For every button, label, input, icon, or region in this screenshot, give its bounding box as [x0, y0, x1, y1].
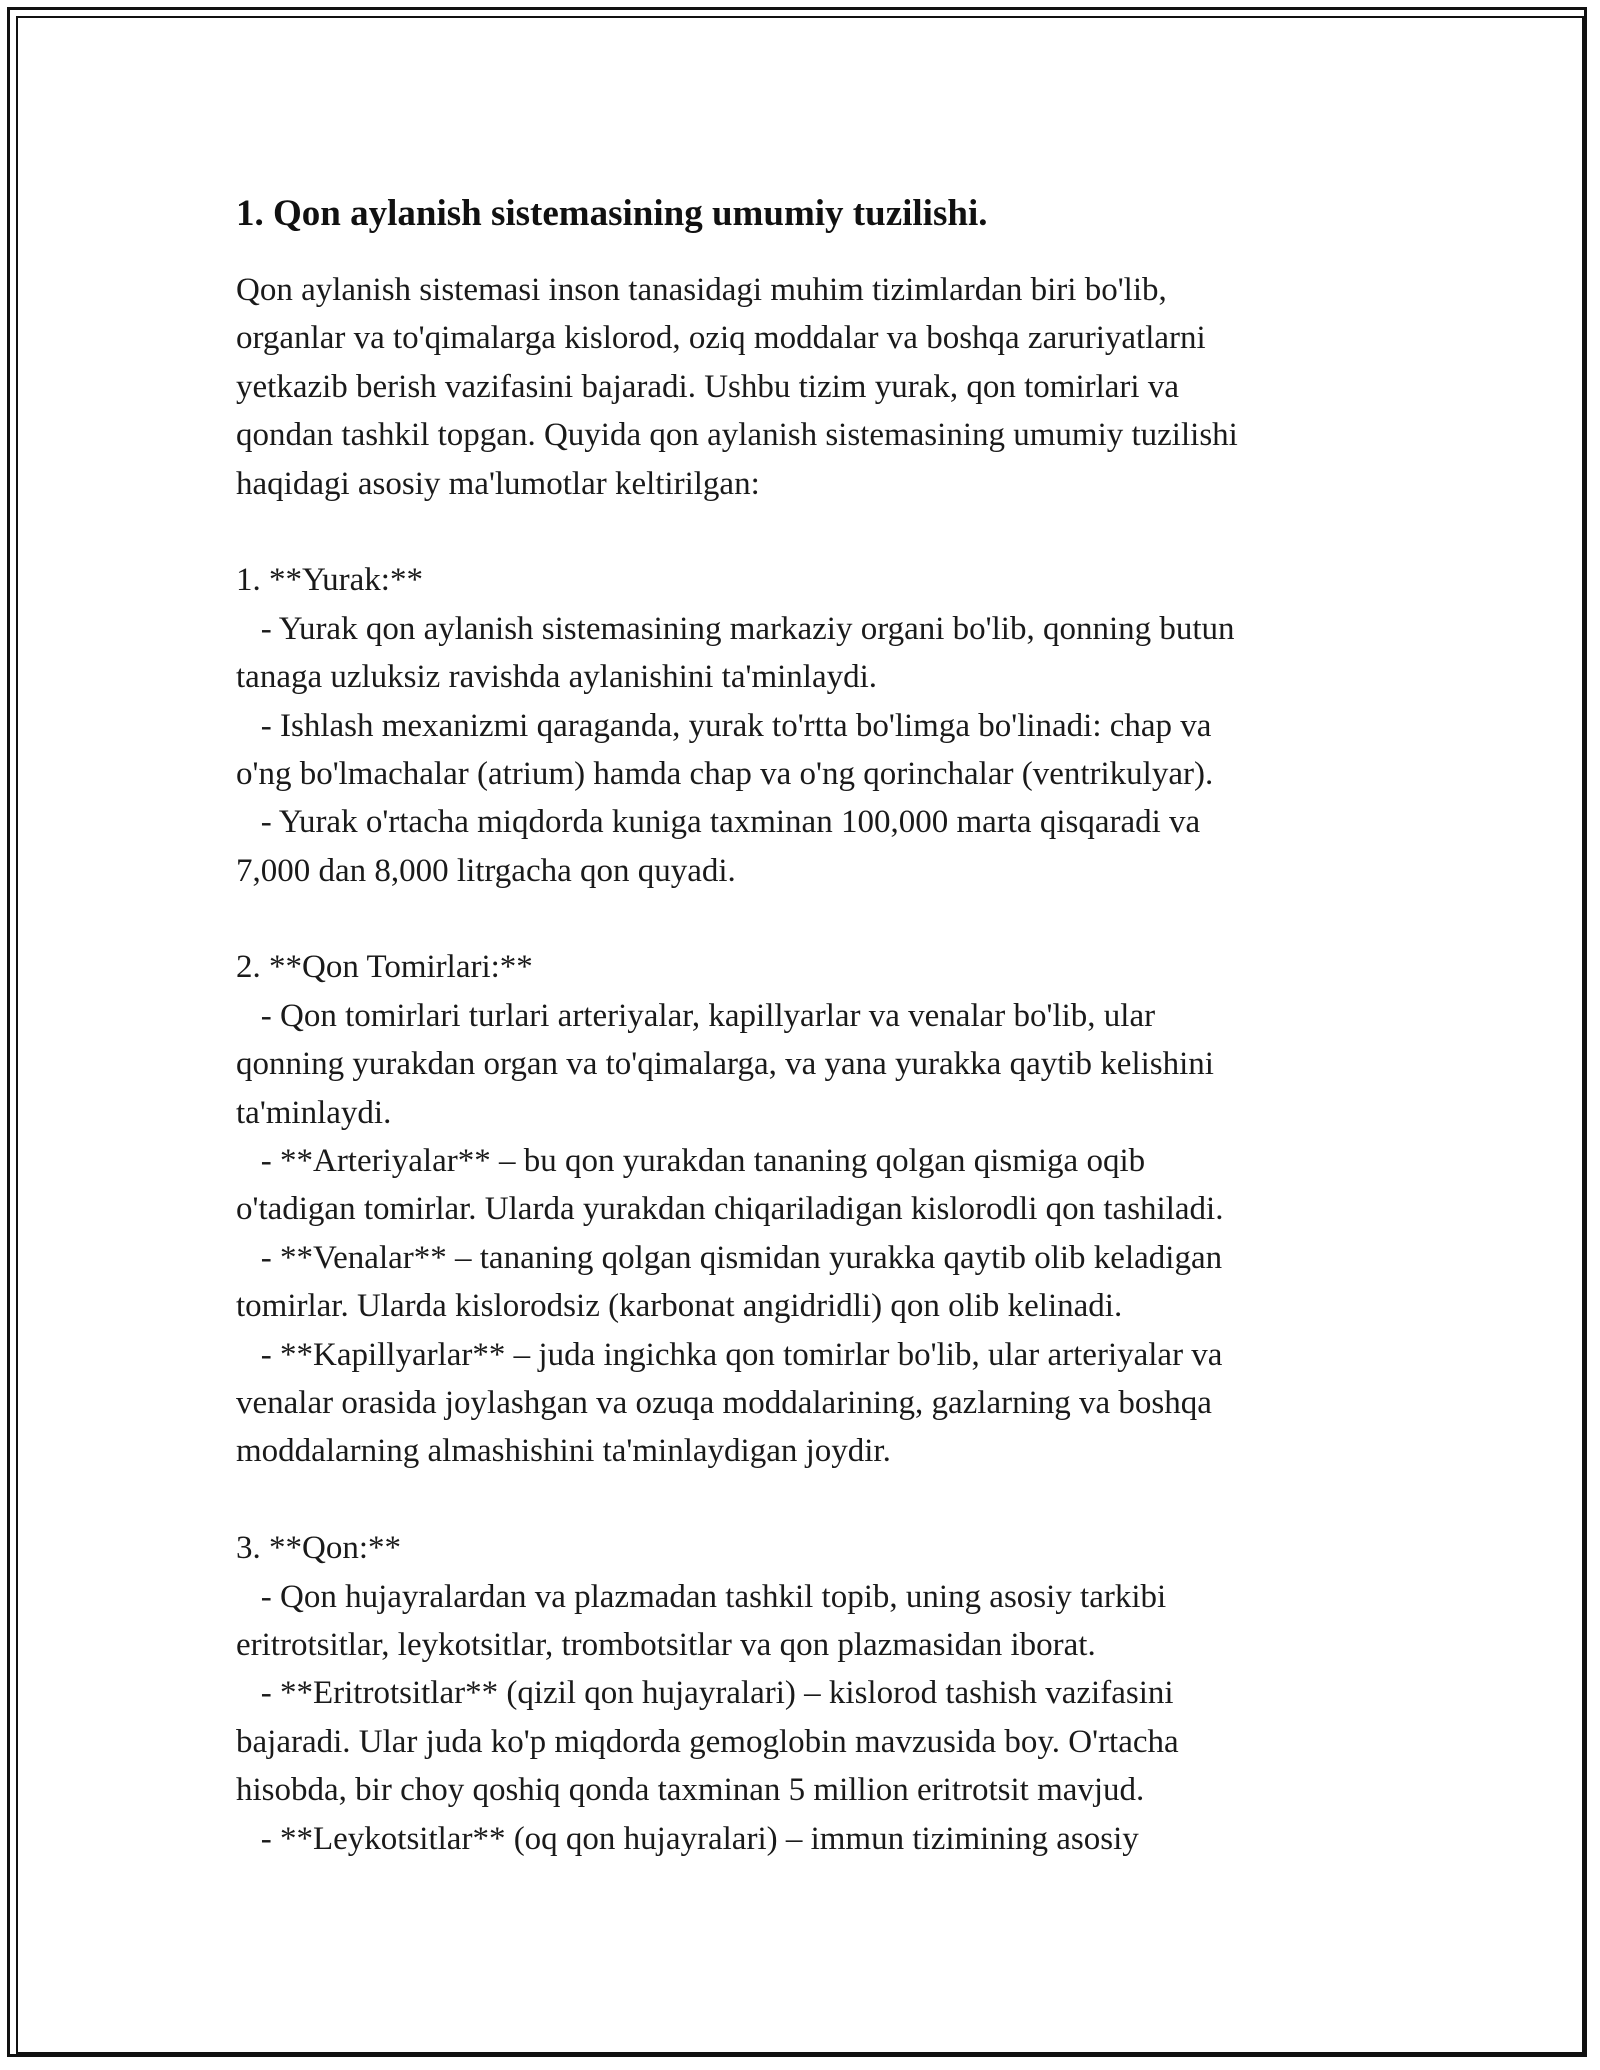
text-line: - Qon hujayralardan va plazmadan tashkil topib, uning asosiy tarkibi	[236, 1578, 1167, 1615]
text-line: - Yurak o'rtacha miqdorda kuniga taxminan 100,000 marta qisqaradi va	[236, 804, 1201, 841]
text-line: 2. **Qon Tomirlari:**	[236, 949, 533, 986]
text-line: venalar orasida joylashgan va ozuqa moddalarining, gazlarning va boshqa	[236, 1384, 1212, 1421]
text-line: - **Kapillyarlar** – juda ingichka qon tomirlar bo'lib, ular arteriyalar va	[236, 1336, 1223, 1373]
text-line: 1. **Yurak:**	[236, 562, 423, 599]
text-line: eritrotsitlar, leykotsitlar, trombotsitlar va qon plazmasidan iborat.	[236, 1626, 1096, 1663]
text-line: Qon aylanish sistemasi inson tanasidagi muhim tizimlardan biri bo'lib,	[236, 272, 1167, 308]
text-line: o'ng bo'lmachalar (atrium) hamda chap va o'ng qorinchalar (ventrikulyar).	[236, 755, 1214, 792]
text-line: yetkazib berish vazifasini bajaradi. Ushbu tizim yurak, qon tomirlari va	[236, 368, 1179, 405]
text-line: haqidagi asosiy ma'lumotlar keltirilgan:	[236, 465, 760, 502]
text-line: bajaradi. Ular juda ko'p miqdorda gemoglobin mavzusida boy. O'rtacha	[236, 1723, 1179, 1760]
text-line: hisobda, bir choy qoshiq qonda taxminan 5 million eritrotsit mavjud.	[236, 1772, 1145, 1809]
text-line: qondan tashkil topgan. Quyida qon aylanish sistemasining umumiy tuzilishi	[236, 417, 1238, 454]
blank-line	[236, 1476, 1356, 1524]
document-body	[236, 266, 1356, 1863]
text-line: - **Eritrotsitlar** (qizil qon hujayralari) – kislorod tashish vazifasini	[236, 1675, 1174, 1712]
text-line: tanaga uzluksiz ravishda aylanishini ta'minlaydi.	[236, 659, 878, 696]
text-line: - **Venalar** – tananing qolgan qismidan yurakka qaytib olib keladigan	[236, 1239, 1223, 1276]
document-title: 1. Qon aylanish sistemasining umumiy tuzilishi.	[236, 193, 988, 234]
text-line: - Yurak qon aylanish sistemasining markaziy organi bo'lib, qonning butun	[236, 610, 1235, 647]
text-line: 7,000 dan 8,000 litrgacha qon quyadi.	[236, 852, 736, 889]
text-line: moddalarning almashishini ta'minlaydigan joydir.	[236, 1433, 891, 1470]
text-line: - Qon tomirlari turlari arteriyalar, kapillyarlar va venalar bo'lib, ular	[236, 997, 1156, 1034]
blank-line	[236, 508, 1356, 556]
document-page	[236, 190, 1356, 1863]
text-line: organlar va to'qimalarga kislorod, oziq moddalar va boshqa zaruriyatlarni	[236, 320, 1206, 357]
blank-line	[236, 895, 1356, 943]
text-line: 3. **Qon:**	[236, 1530, 401, 1567]
text-line: tomirlar. Ularda kislorodsiz (karbonat angidridli) qon olib kelinadi.	[236, 1288, 1123, 1325]
text-line: ta'minlaydi.	[236, 1094, 392, 1131]
text-line: qonning yurakdan organ va to'qimalarga, va yana yurakka qaytib kelishini	[236, 1046, 1214, 1083]
text-line: - **Arteriyalar** – bu qon yurakdan tananing qolgan qismiga oqib	[236, 1143, 1146, 1180]
text-line: - **Leykotsitlar** (oq qon hujayralari) – immun tizimining asosiy	[236, 1820, 1139, 1857]
text-line: - Ishlash mexanizmi qaraganda, yurak to'rtta bo'limga bo'linadi: chap va	[236, 707, 1212, 744]
text-line: o'tadigan tomirlar. Ularda yurakdan chiqariladigan kislorodli qon tashiladi.	[236, 1191, 1224, 1228]
